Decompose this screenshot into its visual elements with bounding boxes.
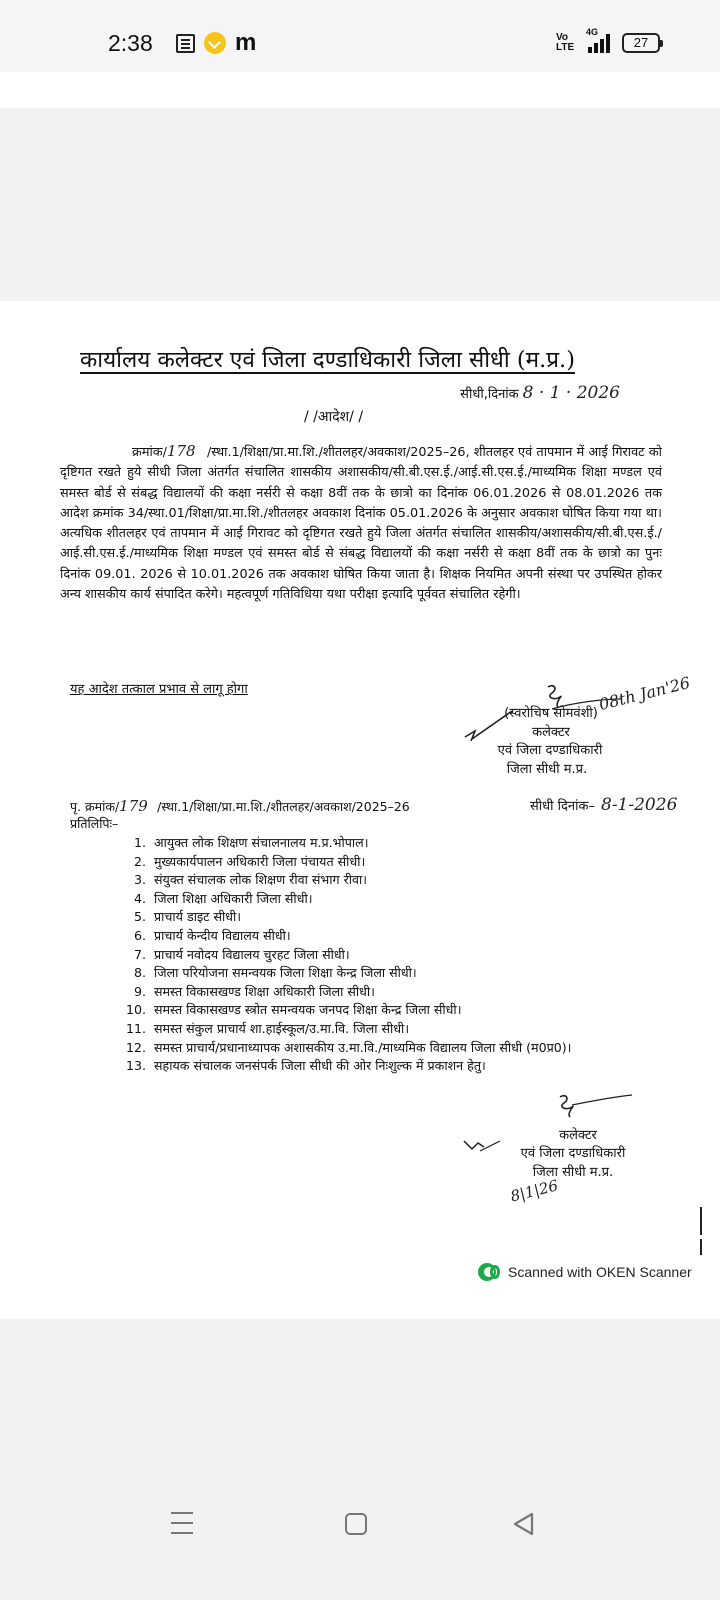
system-indicators	[556, 27, 660, 53]
copy-item-text: मुख्यकार्यपालन अधिकारी जिला पंचायत सीधी।	[154, 853, 366, 869]
copy-item-number: 1.	[133, 835, 146, 850]
scanner-text: Scanned with OKEN Scanner	[508, 1264, 692, 1280]
signatory-district: जिला सीधी म.प्र.	[506, 761, 588, 777]
copy-item-text: आयुक्त लोक शिक्षण संचालनालय म.प्र.भोपाल।	[154, 835, 369, 850]
order-body-text: /स्था.1/शिक्षा/प्रा.मा.शि./शीतलहर/अवकाश/2025–26, शीतलहर एवं तापमान में आई गिरावट को दृष्टिगत रखते हुये सीधी जिला अंतर्गत संचालित शासकीय अशासकीय/सी.बी.एस.ई./आई.सी.एस.ई./माध्यमिक शिक्षा मण्डल एवं समस्त बोर्ड से संबद्ध विद्यालयों की कक्षा नर्सरी से कक्षा 8वीं तक के छात्रो का दिनांक 06.01.2026 से 08.01.2026 तक आदेश क्रमांक 34/स्था.01/शिक्षा/प्रा.मा.शि./शीतलहर अवकाश दिनांक 05.01.2026 के अनुसार अवकाश घोषित किया गया था। अत्यधिक शीतलहर एवं तापमान में आई गिरावट को दृष्टिगत रखते हुये जिला अंतर्गत संचालित शासकीय/अशासकीय/सी.बी.एस.ई./आई.सी.एस.ई./माध्यमिक शिक्षा मण्डल एवं समस्त बोर्ड से संबद्ध विद्यालयों की कक्षा नर्सरी से कक्षा 8वीं तक के छात्रो का पुनः दिनांक 09.01. 2026 से 10.01.2026 तक अवकाश घोषित किया जाता है। शिक्षक नियमित अपनी संस्था पर उपस्थित होकर अन्य शासकीय कार्य संपादित करेगे। महत्वपूर्ण गतिविधिया यथा परीक्षा इत्यादि पूर्ववत संचालित रहेगी।	[60, 445, 662, 603]
copy-item-number: 10.	[125, 1002, 146, 1018]
copy-list-item	[120, 1057, 620, 1076]
scanned-document[interactable]	[0, 301, 720, 1319]
copy-item-text: संयुक्त संचालक लोक शिक्षण रीवा संभाग रीवा।	[154, 872, 368, 888]
copy-item-number: 9.	[133, 983, 146, 999]
endorsement-date-handwritten: 8-1-2026	[601, 795, 678, 815]
copy-item-text: समस्त प्राचार्य/प्रधानाध्यापक अशासकीय उ.मा.वि./माध्यमिक विद्यालय जिला सीधी (म0प्र0)।	[154, 1039, 572, 1055]
copy-list-item	[120, 890, 620, 909]
signatory-name: (स्वरोचिष सोमवंशी)	[504, 706, 598, 721]
endorsement-line	[70, 797, 410, 815]
copy-item-text: प्राचार्य नवोदय विद्यालय चुरहट जिला सीधी।	[154, 946, 350, 962]
scanner-watermark	[478, 1263, 692, 1281]
network-type: 4G	[586, 27, 599, 37]
copy-item-number: 2.	[133, 853, 146, 869]
signatory-block	[476, 705, 626, 779]
endorsement-ref: /स्था.1/शिक्षा/प्रा.मा.शि./शीतलहर/अवकाश/2025–26	[157, 799, 410, 814]
chat-bubble-icon	[204, 32, 226, 54]
sign2-date-handwritten: 8|1|26	[508, 1176, 560, 1206]
endorsement-number-handwritten: 179	[119, 797, 148, 815]
order-number-label: क्रमांक/	[132, 445, 167, 460]
copy-item-number: 6.	[133, 927, 146, 943]
copy-item-text: प्राचार्य केन्दीय विद्यालय सीधी।	[154, 927, 291, 943]
copy-item-number: 11.	[125, 1020, 146, 1036]
signatory-designation-2: एवं जिला दण्डाधिकारी	[497, 743, 603, 758]
copy-item-text: सहायक संचालक जनसंपर्क जिला सीधी की ओर निःशुल्क में प्रकाशन हेतु।	[154, 1058, 486, 1074]
copy-item-number: 7.	[133, 946, 146, 962]
order-date-handwritten: 8 · 1 · 2026	[522, 383, 620, 403]
home-icon[interactable]	[345, 1513, 367, 1535]
copy-list-item	[120, 834, 620, 853]
copy-item-text: समस्त संकुल प्राचार्य शा.हाईस्कूल/उ.मा.वि. जिला सीधी।	[154, 1020, 410, 1036]
app-top-strip	[0, 72, 720, 108]
notification-icons	[176, 29, 257, 56]
order-body	[60, 441, 662, 605]
copy-list-item	[120, 1001, 620, 1020]
scan-edge-mark	[700, 1207, 702, 1235]
launcher-letter: m	[235, 29, 257, 56]
battery-icon: 27	[622, 33, 660, 53]
order-date	[460, 383, 620, 403]
back-icon[interactable]	[512, 1512, 536, 1536]
copy-item-text: जिला परियोजना समन्वयक जिला शिक्षा केन्द्र जिला सीधी।	[154, 965, 417, 981]
volte-indicator: Vo LTE	[556, 32, 575, 53]
sign-date-handwritten: 08th Jan'26	[596, 672, 692, 714]
copy-item-number: 8.	[133, 965, 146, 981]
order-date-label: सीधी,दिनांक	[460, 387, 519, 402]
scan-edge-mark	[700, 1239, 702, 1255]
copy-list-item	[120, 908, 620, 927]
effect-line: यह आदेश तत्काल प्रभाव से लागू होगा	[70, 682, 248, 697]
copy-label: प्रतिलिपिः–	[70, 816, 119, 831]
copy-item-text: समस्त विकासखण्ड स्त्रोत समन्वयक जनपद शिक्षा केन्द्र जिला सीधी।	[154, 1002, 462, 1018]
copy-list-item	[120, 946, 620, 965]
order-number-handwritten: 178	[166, 442, 196, 460]
endorsement-date	[530, 795, 677, 815]
copy-item-text: जिला शिक्षा अधिकारी जिला सीधी।	[154, 890, 313, 906]
signatory-block-2	[498, 1127, 648, 1182]
copy-list-item	[120, 871, 620, 890]
copy-list	[120, 834, 620, 1076]
copy-item-number: 3.	[133, 872, 146, 888]
copy-list-item	[120, 1039, 620, 1058]
signatory2-designation: कलेक्टर	[559, 1128, 597, 1143]
signatory2-district: जिला सीधी म.प्र.	[532, 1164, 614, 1180]
signatory2-designation-2: एवं जिला दण्डाधिकारी	[520, 1146, 626, 1162]
copy-list-item	[120, 964, 620, 983]
copy-item-number: 13.	[125, 1058, 146, 1074]
copy-list-item	[120, 927, 620, 946]
copy-list-item	[120, 1020, 620, 1039]
copy-item-text: समस्त विकासखण्ड शिक्षा अधिकारी जिला सीधी।	[154, 983, 375, 999]
copy-item-number: 12.	[125, 1039, 146, 1055]
copy-item-number: 4.	[133, 890, 146, 906]
oken-scanner-logo-icon	[478, 1263, 500, 1281]
status-time: 2:38	[108, 30, 153, 56]
signatory-designation: कलेक्टर	[532, 724, 570, 740]
news-icon	[176, 34, 195, 53]
copy-list-item	[120, 983, 620, 1002]
status-bar	[0, 0, 720, 72]
copy-list-item	[120, 853, 620, 872]
recent-apps-icon[interactable]	[171, 1512, 193, 1534]
endorsement-label: पृ. क्रमांक/	[70, 799, 120, 814]
order-heading: / /आदेश/ /	[304, 409, 364, 425]
navigation-bar	[0, 1482, 720, 1600]
office-title: कार्यालय कलेक्टर एवं जिला दण्डाधिकारी जिला सीधी (म.प्र.)	[80, 347, 575, 373]
copy-item-text: प्राचार्य डाइट सीधी।	[154, 909, 242, 925]
endorsement-date-label: सीधी दिनांक–	[530, 799, 595, 814]
signal-icon	[586, 27, 610, 53]
copy-item-number: 5.	[133, 909, 146, 925]
